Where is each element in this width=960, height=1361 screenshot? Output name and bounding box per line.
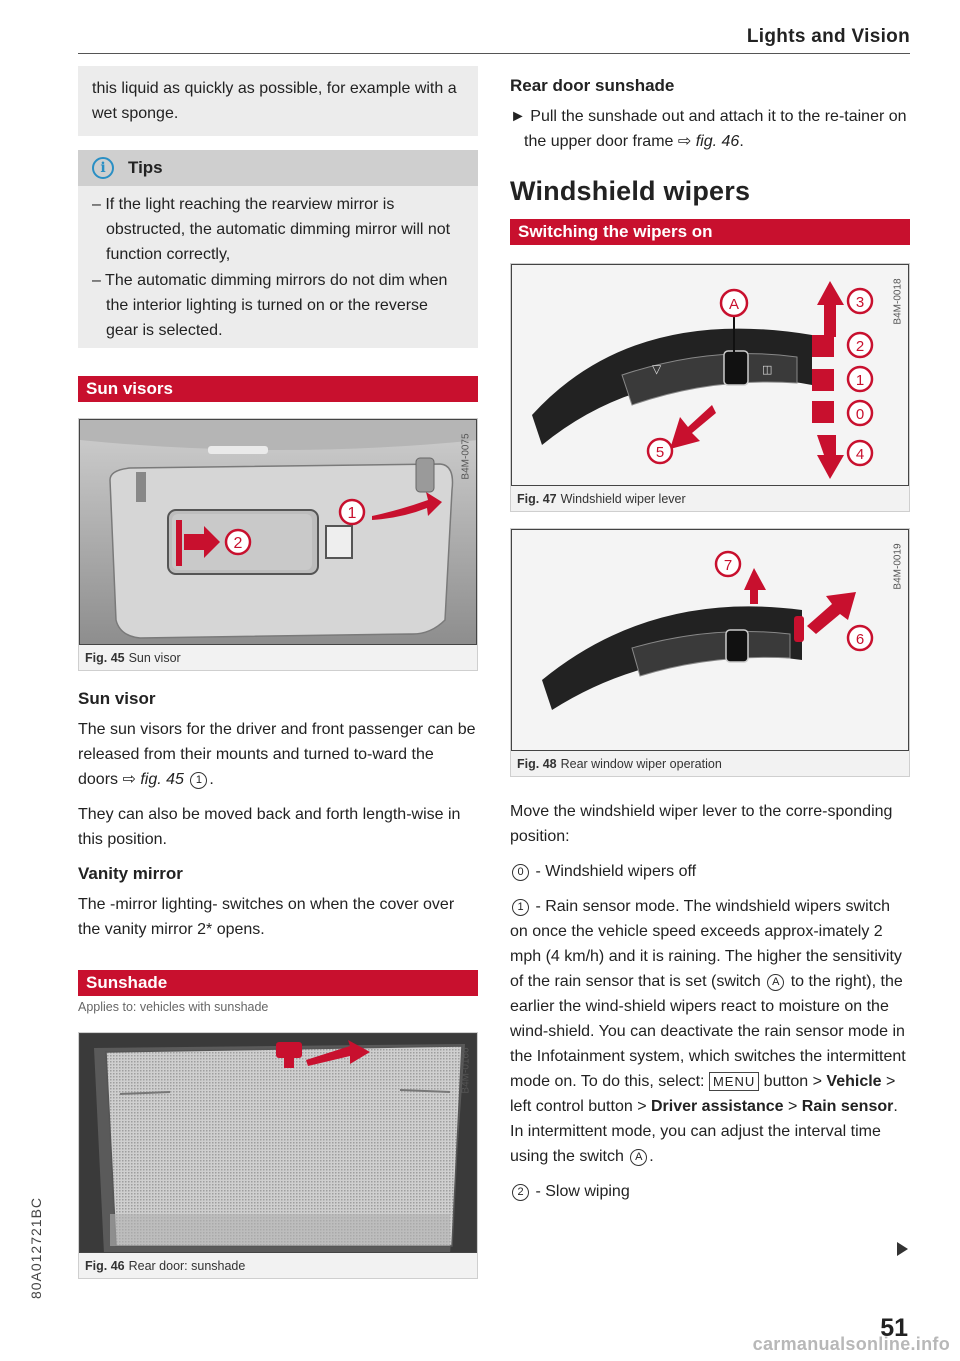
svg-text:4: 4 (855, 446, 865, 463)
figure-47 (510, 263, 910, 512)
circled-letter: A (630, 1149, 647, 1166)
vanity-paragraph: The -mirror lighting- switches on when the cover over the vanity mirror 2* opens. (78, 896, 455, 938)
svg-text:5: 5 (655, 444, 665, 461)
circled-number: 0 (512, 864, 529, 881)
figure-48 (510, 528, 910, 777)
fig48-caption: Fig. 48 Rear window wiper operation (517, 757, 722, 771)
svg-text:2: 2 (233, 535, 243, 552)
fig-46-link[interactable]: ⇨ fig. 46 (677, 133, 740, 150)
figure-46 (78, 1032, 478, 1279)
circled-number: 2 (512, 1184, 529, 1201)
move-lever-paragraph: Move the windshield wiper lever to the corre-sponding position: (510, 803, 893, 845)
section-bar-switching-wipers: Switching the wipers on (510, 219, 910, 245)
heading-vanity-mirror: Vanity mirror (78, 864, 183, 883)
sun-visor-paragraph-1: The sun visors for the driver and front passenger can be released from their mounts and turned to-ward the doors ⇨ fig. 45 1 . (78, 721, 476, 788)
svg-text:1: 1 (347, 505, 357, 522)
side-doc-code: 80A012721BC (28, 1196, 44, 1300)
section-bar-sun-visors: Sun visors (78, 376, 478, 402)
heading-sun-visor: Sun visor (78, 689, 156, 708)
sun-visor-illustration (79, 419, 477, 645)
svg-text:A: A (728, 296, 740, 313)
tips-header (78, 150, 478, 186)
fig47-caption: Fig. 47 Windshield wiper lever (517, 492, 686, 506)
svg-text:3: 3 (855, 294, 865, 311)
svg-text:7: 7 (723, 557, 733, 574)
sunshade-illustration (79, 1033, 477, 1253)
position-0-item: 0 - Windshield wipers off (510, 859, 910, 884)
fig45-code: B4M-0075 (460, 433, 472, 480)
continue-arrow-icon (897, 1242, 908, 1256)
menu-button-label: MENU (709, 1072, 759, 1091)
position-1-item: 1 - Rain sensor mode. The windshield wipers switch on once the vehicle speed exceeds approx-imately 2 mph (4 km/h) and it is raining. The higher the sensitivity of the rain sensor that is set (switch A to the right), the earlier the wind-shield wipers react to moisture on the wind-shield. You can deactivate the rain sensor mode in the Infotainment system, which switches the intermittent mode on. To do this, select: MENU button > Vehicle > left control button > Driver assistance > Rain sensor. In intermittent mode, you can adjust the interval time using the switch A . (510, 898, 906, 1165)
wiper-lever-svg (512, 265, 908, 486)
fig46-code: B4M-0166 (460, 1047, 472, 1094)
tip-item: – If the light reaching the rearview mirror is obstructed, the automatic dimming mirror will not function correctly, (92, 196, 451, 263)
tips-body (78, 186, 478, 348)
sun-visor-paragraph-2: They can also be moved back and forth length-wise in this position. (78, 806, 461, 848)
tip-item: – The automatic dimming mirrors do not dim when the interior lighting is turned on or the reverse gear is selected. (92, 272, 448, 339)
svg-text:6: 6 (855, 631, 865, 648)
left-column (78, 66, 478, 1279)
heading-windshield-wipers: Windshield wipers (510, 176, 751, 206)
circled-number: 1 (512, 899, 529, 916)
right-column (510, 66, 910, 1214)
rear-wiper-svg (512, 530, 908, 751)
heading-rear-door-sunshade: Rear door sunshade (510, 76, 675, 95)
watermark: carmanualsonline.info (752, 1334, 950, 1354)
svg-text:2: 2 (855, 338, 865, 355)
fig47-code: B4M-0018 (892, 278, 904, 325)
fig45-caption: Fig. 45 Sun visor (85, 651, 181, 665)
fig46-caption: Fig. 46 Rear door: sunshade (85, 1259, 246, 1273)
fig48-code: B4M-0019 (892, 543, 904, 590)
position-2-item: 2 - Slow wiping (510, 1179, 910, 1204)
continued-warning-text: this liquid as quickly as possible, for example with a wet sponge. (78, 66, 478, 136)
applies-to-note: Applies to: vehicles with sunshade (78, 1000, 269, 1014)
svg-text:▽: ▽ (652, 362, 662, 376)
rear-wiper-illustration (511, 529, 909, 751)
header-title: Lights and Vision (746, 26, 910, 47)
section-bar-sunshade: Sunshade (78, 970, 478, 996)
svg-text:1: 1 (855, 372, 865, 389)
page-number: 51 (880, 1314, 908, 1342)
svg-text:◫: ◫ (762, 363, 773, 376)
svg-text:0: 0 (855, 406, 865, 423)
rear-door-instruction: ► Pull the sunshade out and attach it to the re-tainer on the upper door frame ⇨ fig. 46. (510, 108, 907, 150)
figure-45 (78, 418, 478, 671)
sun-visor-svg (80, 420, 477, 645)
wiper-lever-illustration (511, 264, 909, 486)
circled-letter: A (767, 974, 784, 991)
sunshade-svg (80, 1034, 477, 1253)
fig-45-link[interactable]: ⇨ fig. 45 (122, 771, 184, 788)
page-header (78, 22, 910, 54)
circled-number: 1 (190, 772, 207, 789)
info-icon: i (92, 157, 114, 179)
tips-title: Tips (128, 158, 163, 177)
